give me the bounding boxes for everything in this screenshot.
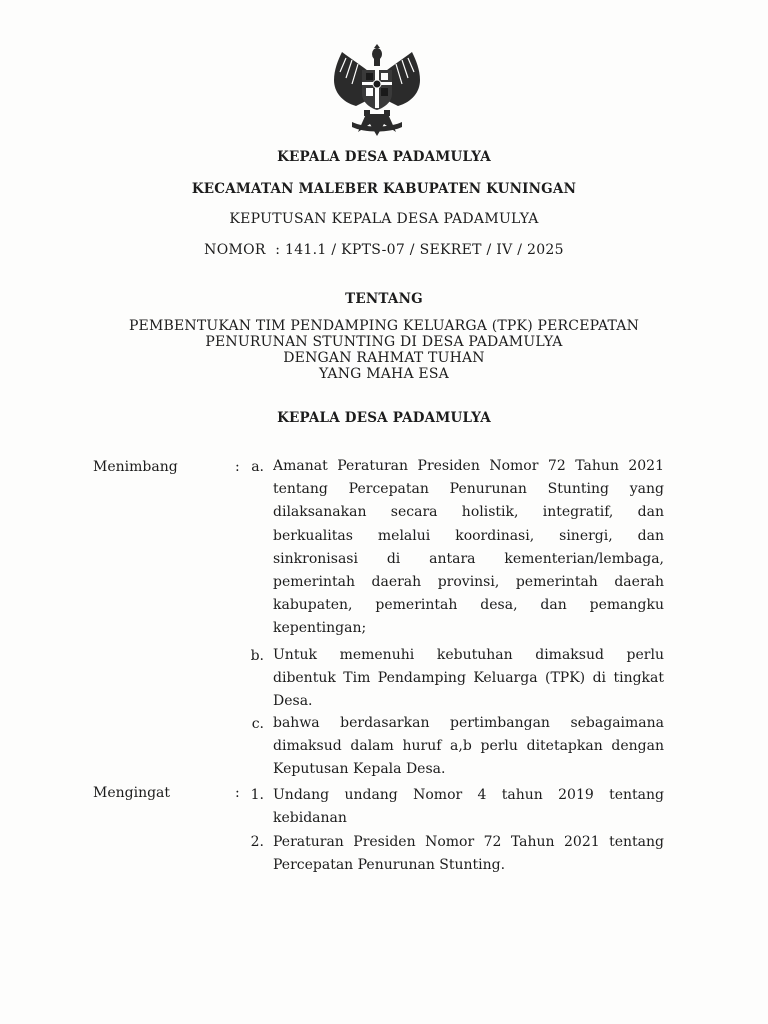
subject-line-2: PENURUNAN STUNTING DI DESA PADAMULYA bbox=[205, 334, 563, 350]
text-line: Keputusan Kepala Desa. bbox=[273, 761, 446, 778]
menimbang-item-c bbox=[273, 712, 664, 782]
mengingat-label: Mengingat bbox=[93, 785, 171, 801]
text-line: sinkronisasi di antara kementerian/lembaga, bbox=[273, 550, 664, 567]
menimbang-item-b bbox=[273, 644, 664, 714]
header-title: KEPALA DESA PADAMULYA bbox=[277, 149, 491, 165]
menimbang-item-c-marker: c. bbox=[251, 716, 264, 732]
mengingat-item-1-marker: 1. bbox=[250, 787, 264, 803]
subject-line-4: YANG MAHA ESA bbox=[319, 366, 449, 382]
decree-number: NOMOR : 141.1 / KPTS-07 / SEKRET / IV / 2025 bbox=[204, 242, 564, 258]
authority-title: KEPALA DESA PADAMULYA bbox=[277, 410, 491, 426]
mengingat-colon: : bbox=[235, 785, 240, 801]
text-line: kabupaten, pemerintah desa, dan pemangku bbox=[273, 597, 664, 614]
garuda-emblem-icon bbox=[322, 44, 432, 140]
text-line: Percepatan Penurunan Stunting. bbox=[273, 857, 506, 874]
text-line: Peraturan Presiden Nomor 72 Tahun 2021 tentang bbox=[273, 834, 664, 850]
text-line: bahwa berdasarkan pertimbangan sebagaimana bbox=[273, 715, 664, 731]
text-line: tentang Percepatan Penurunan Stunting yang bbox=[273, 481, 664, 498]
menimbang-label: Menimbang bbox=[93, 459, 178, 475]
header-subtitle: KECAMATAN MALEBER KABUPATEN KUNINGAN bbox=[191, 181, 577, 197]
text-line: dilaksanakan secara holistik, integratif, dan bbox=[273, 504, 664, 521]
mengingat-item-1 bbox=[273, 784, 664, 830]
text-line: Undang undang Nomor 4 tahun 2019 tentang bbox=[273, 787, 664, 803]
text-line: kepentingan; bbox=[273, 620, 367, 637]
text-line: berkualitas melalui koordinasi, sinergi, dan bbox=[273, 527, 664, 544]
mengingat-item-2-marker: 2. bbox=[250, 834, 264, 850]
text-line: Amanat Peraturan Presiden Nomor 72 Tahun 2021 bbox=[273, 458, 664, 474]
menimbang-colon: : bbox=[235, 459, 240, 475]
subject-line-1: PEMBENTUKAN TIM PENDAMPING KELUARGA (TPK) PERCEPATAN bbox=[128, 318, 640, 334]
text-line: dimaksud dalam huruf a,b perlu ditetapkan dengan bbox=[273, 738, 664, 755]
text-line: Untuk memenuhi kebutuhan dimaksud perlu bbox=[273, 647, 664, 663]
text-line: kebidanan bbox=[273, 810, 347, 827]
menimbang-item-b-marker: b. bbox=[250, 648, 264, 664]
mengingat-item-2 bbox=[273, 831, 664, 877]
menimbang-item-a-marker: a. bbox=[251, 459, 264, 475]
menimbang-item-a bbox=[273, 455, 664, 641]
text-line: dibentuk Tim Pendamping Keluarga (TPK) di tingkat bbox=[273, 670, 664, 687]
text-line: pemerintah daerah provinsi, pemerintah daerah bbox=[273, 574, 664, 591]
subject-label: TENTANG bbox=[345, 291, 423, 307]
text-line: Desa. bbox=[273, 693, 313, 710]
decree-title: KEPUTUSAN KEPALA DESA PADAMULYA bbox=[229, 211, 539, 227]
subject-line-3: DENGAN RAHMAT TUHAN bbox=[283, 350, 485, 366]
